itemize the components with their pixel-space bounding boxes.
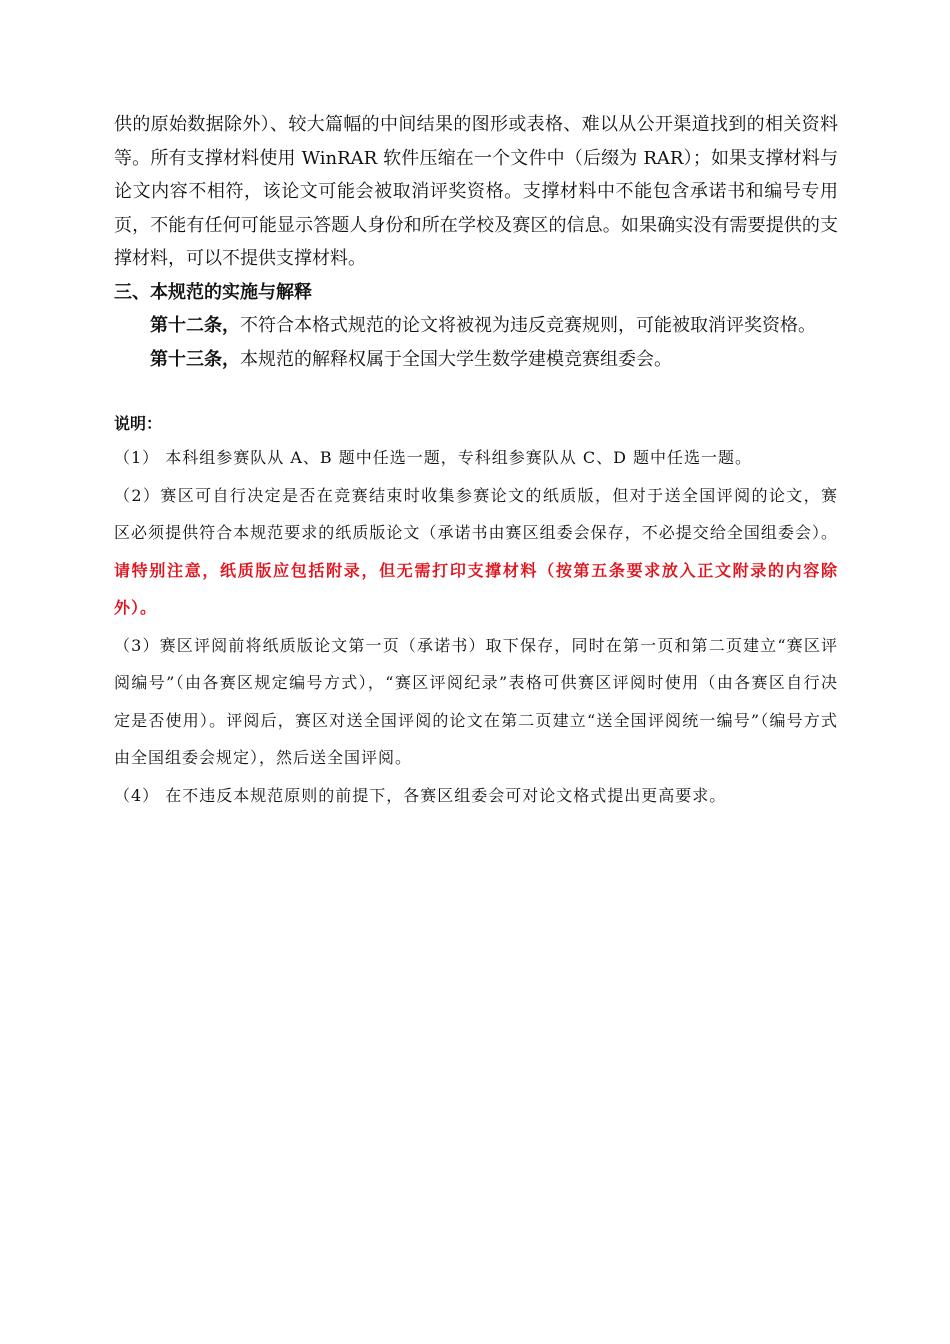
note-1: （1） 本科组参赛队从 A、B 题中任选一题，专科组参赛队从 C、D 题中任选一题。	[114, 448, 752, 467]
note-2-text: （2）赛区可自行决定是否在竞赛结束时收集参赛论文的纸质版，但对于送全国评阅的论文，赛区必须提供符合本规范要求的纸质版论文（承诺书由赛区组委会保存，不必提交给全国组委会）。	[114, 485, 838, 542]
note-4: （4） 在不违反本规范原则的前提下，各赛区组委会可对论文格式提出更高要求。	[114, 785, 727, 805]
article-twelve	[114, 309, 838, 343]
notes-title: 说明：	[114, 414, 163, 433]
note-2	[114, 477, 838, 627]
blank-line	[114, 376, 838, 409]
note-3: （3）赛区评阅前将纸质版论文第一页（承诺书）取下保存，同时在第一页和第二页建立“赛区评阅编号”（由各赛区规定编号方式），“赛区评阅纪录”表格可供赛区评阅时使用（由各赛区自行决定是否使用）。评阅后，赛区对送全国评阅的论文在第二页建立“送全国评阅统一编号”（编号方式由全国组委会规定），然后送全国评阅。	[114, 635, 838, 767]
article-twelve-text: 不符合本格式规范的论文将被视为违反竞赛规则，可能被取消评奖资格。	[240, 315, 816, 336]
article-thirteen	[114, 343, 838, 377]
article-twelve-label: 第十二条，	[150, 315, 240, 336]
document-page	[114, 108, 838, 814]
support-materials-paragraph: 供的原始数据除外）、较大篇幅的中间结果的图形或表格、难以从公开渠道找到的相关资料等。所有支撑材料使用 WinRAR 软件压缩在一个文件中（后缀为 RAR）；如果支撑材料与论文内容不相符，该论文可能会被取消评奖资格。支撑材料中不能包含承诺书和编号专用页，不能有任何可能显示答题人身份和所在学校及赛区的信息。如果确实没有需要提供的支撑材料，可以不提供支撑材料。	[114, 114, 838, 269]
article-thirteen-label: 第十三条，	[150, 348, 240, 370]
section-heading-implementation: 三、本规范的实施与解释	[114, 281, 312, 303]
article-thirteen-text: 本规范的解释权属于全国大学生数学建模竞赛组委会。	[240, 348, 672, 370]
note-2-emphasis: 请特别注意，纸质版应包括附录，但无需打印支撑材料（按第五条要求放入正文附录的内容除外）。	[114, 560, 838, 617]
